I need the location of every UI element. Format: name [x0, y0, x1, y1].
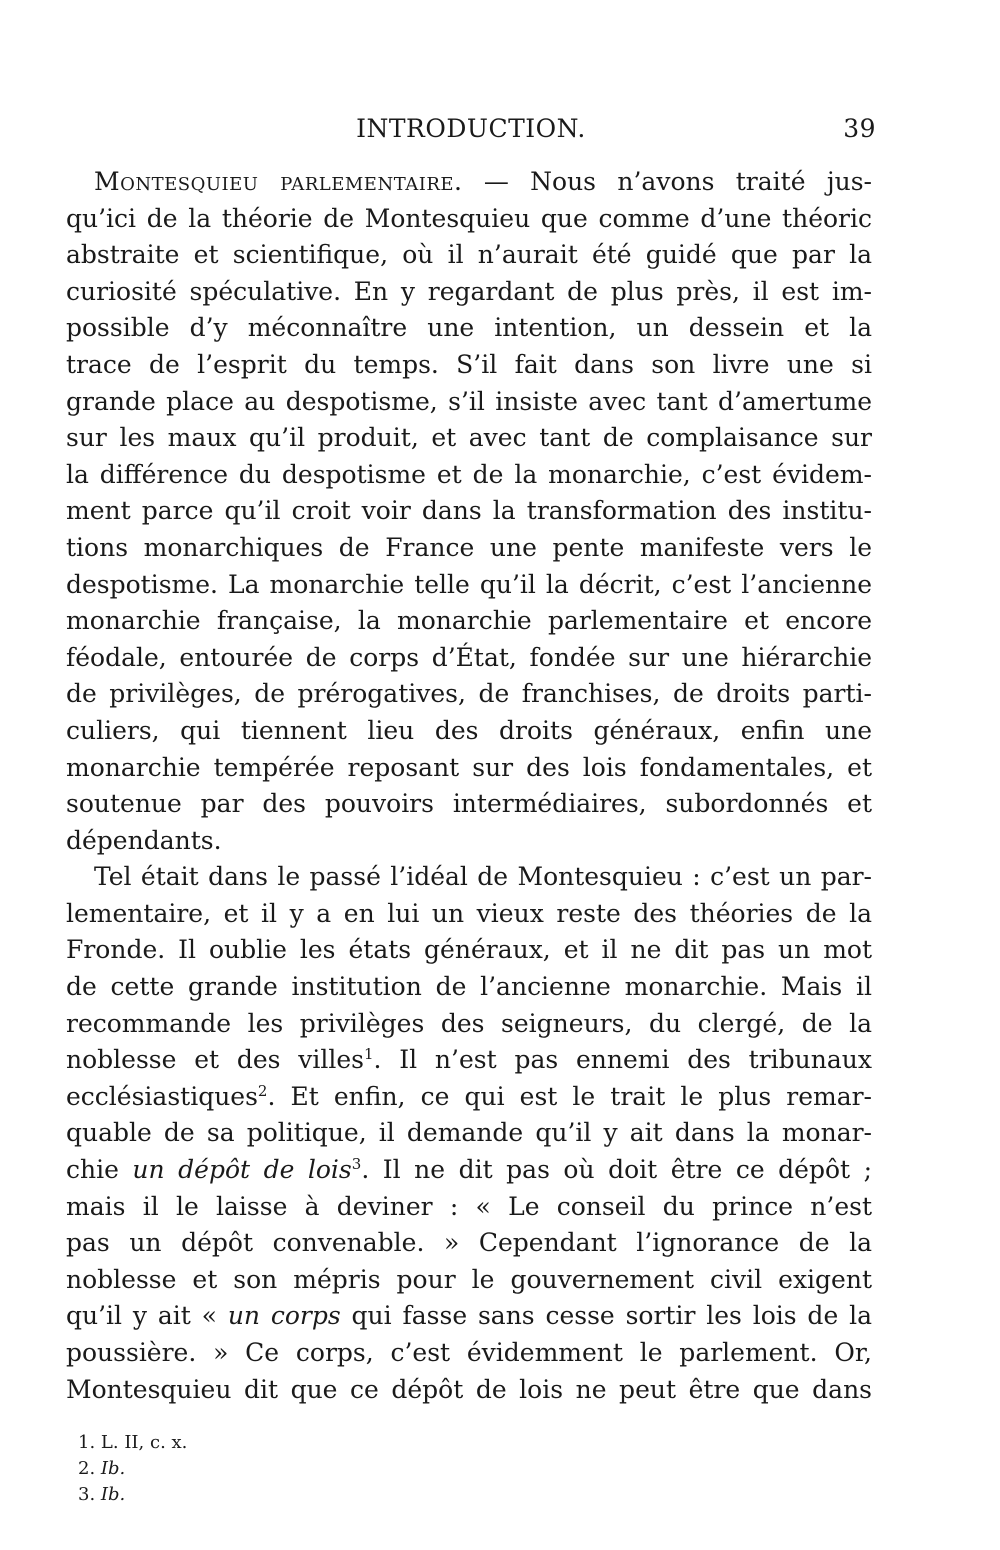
paragraph-1-line-1: [66, 164, 872, 201]
paragraph-1-line: trace de l’esprit du temps. S’il fait dans son livre une si: [66, 349, 872, 379]
text-run: . Il n’est pas ennemi des tribunaux: [373, 1045, 872, 1075]
paragraph-2-line: noblesse et son mépris pour le gouvernement civil exigent: [66, 1264, 872, 1294]
paragraph-2-line: [66, 1042, 872, 1079]
paragraph-1-line-1-text: — Nous n’avons traité jus-: [462, 167, 872, 196]
paragraph-1-line: despotisme. La monarchie telle qu’il la décrit, c’est l’ancienne: [66, 569, 872, 599]
paragraph-2-line: pas un dépôt convenable. » Cependant l’ignorance de la: [66, 1228, 872, 1258]
footnote-1: [78, 1430, 187, 1456]
text-run: . Et enfin, ce qui est le trait le plus remar-: [267, 1081, 872, 1111]
text-run: . Il ne dit pas où doit être ce dépôt ;: [361, 1155, 872, 1185]
paragraph-1-line: curiosité spéculative. En y regardant de plus près, il est im-: [66, 276, 872, 306]
footnote-text: L. II, c. x.: [100, 1432, 188, 1453]
paragraph-2-line: de cette grande institution de l’ancienne monarchie. Mais il: [66, 972, 872, 1002]
paragraph-2-line: [66, 1298, 872, 1335]
paragraph-1-line: de privilèges, de prérogatives, de franchises, de droits parti-: [66, 679, 872, 709]
section-lead: Montesquieu parlementaire.: [94, 167, 463, 196]
paragraph-2-line: quable de sa politique, il demande qu’il y ait dans la monar-: [66, 1118, 872, 1148]
running-head: [66, 114, 876, 150]
paragraph-1-line: ment parce qu’il croit voir dans la transformation des institu-: [66, 496, 872, 526]
footnote-mark: 1.: [78, 1432, 96, 1453]
paragraph-1-line: qu’ici de la théorie de Montesquieu que comme d’une théoric: [66, 203, 872, 233]
paragraph-1-line: possible d’y méconnaître une intention, un dessein et la: [66, 313, 872, 343]
text-run: noblesse et des villes: [66, 1045, 364, 1075]
paragraph-2-line: Fronde. Il oublie les états généraux, et il ne dit pas un mot: [66, 935, 872, 965]
text-run: chie: [66, 1155, 133, 1185]
paragraph-1-line: la différence du despotisme et de la monarchie, c’est évidem-: [66, 459, 872, 489]
footnote-mark: 3.: [78, 1484, 96, 1505]
page-number: 39: [843, 114, 876, 143]
footnote-2: [78, 1456, 187, 1482]
paragraph-2-line: [66, 1079, 872, 1116]
paragraph-2-line: [66, 1152, 872, 1189]
body-text: [66, 164, 872, 1408]
footnote-ref: 1: [363, 1045, 374, 1064]
paragraph-1-line: monarchie française, la monarchie parlementaire et encore: [66, 606, 872, 636]
text-run: qu’il y ait «: [66, 1301, 228, 1331]
footnote-text: Ib.: [100, 1484, 126, 1505]
paragraph-1-line: tions monarchiques de France une pente manifeste vers le: [66, 532, 872, 562]
footnote-ref: 3: [351, 1155, 362, 1174]
footnote-3: [78, 1482, 187, 1508]
paragraph-1-line: soutenue par des pouvoirs intermédiaires, subordonnés et: [66, 789, 872, 819]
paragraph-2-line: poussière. » Ce corps, c’est évidemment le parlement. Or,: [66, 1338, 872, 1367]
paragraph-2-line: mais il le laisse à deviner : « Le conseil du prince n’est: [66, 1191, 872, 1221]
footnote-mark: 2.: [78, 1458, 96, 1479]
running-title: INTRODUCTION.: [356, 114, 586, 143]
paragraph-2-line: recommande les privilèges des seigneurs, du clergé, de la: [66, 1008, 872, 1038]
footnotes: [78, 1430, 187, 1508]
paragraph-1-line: féodale, entourée de corps d’État, fondée sur une hiérarchie: [66, 642, 872, 672]
italic-phrase: un dépôt de lois: [132, 1155, 352, 1185]
footnote-text: Ib.: [100, 1458, 126, 1479]
text-run: ecclésiastiques: [66, 1081, 258, 1111]
paragraph-1-line: monarchie tempérée reposant sur des lois fondamentales, et: [66, 752, 872, 782]
paragraph-1-line: dépendants.: [66, 825, 222, 855]
paragraph-2-line: Tel était dans le passé l’idéal de Montesquieu : c’est un par-: [94, 862, 872, 892]
paragraph-1-line: abstraite et scientifique, où il n’aurait été guidé que par la: [66, 240, 872, 270]
paragraph-1-line: grande place au despotisme, s’il insiste avec tant d’amertume: [66, 386, 872, 416]
paragraph-1-line: culiers, qui tiennent lieu des droits généraux, enfin une: [66, 715, 872, 745]
paragraph-1-line: sur les maux qu’il produit, et avec tant de complaisance sur: [66, 423, 872, 453]
italic-phrase: un corps: [227, 1301, 341, 1331]
paragraph-2-line: lementaire, et il y a en lui un vieux reste des théories de la: [66, 898, 872, 928]
footnote-ref: 2: [257, 1081, 268, 1100]
paragraph-2-line: Montesquieu dit que ce dépôt de lois ne peut être que dans: [66, 1374, 872, 1404]
text-run: qui fasse sans cesse sortir les lois de la: [340, 1301, 872, 1331]
